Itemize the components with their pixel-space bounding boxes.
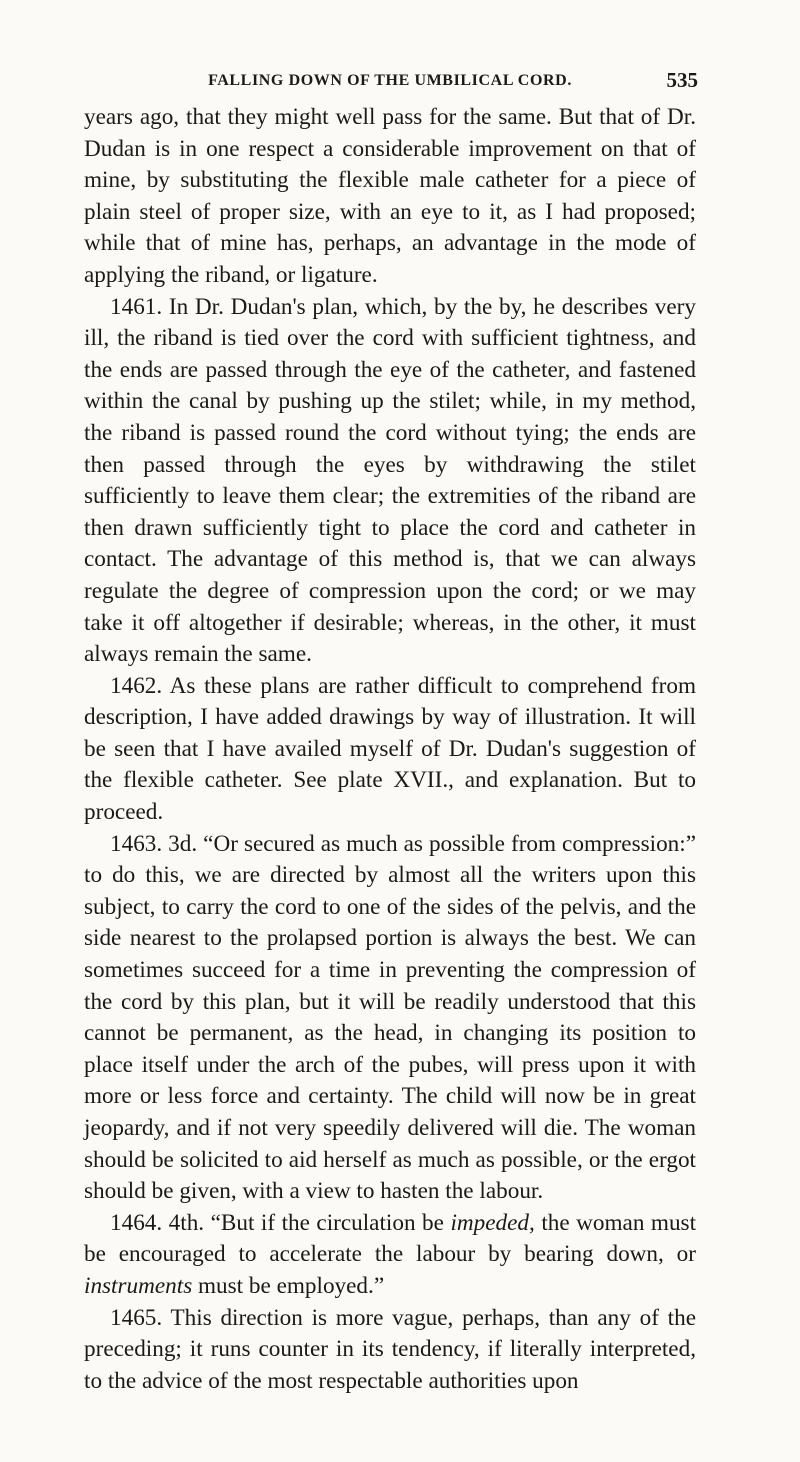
paragraph <box>84 671 696 829</box>
text-run: years ago, that they might well pass for the same. But that of Dr. Dudan is in one respect a considerable improvement on that of mine, by substituting the flexible male catheter for a piece of plain steel of proper size, with an eye to it, as I had proposed; while that of mine has, perhaps, an advantage in the mode of applying the riband, or ligature. <box>84 104 696 288</box>
paragraph <box>84 102 696 292</box>
italic-text: impeded, <box>450 1209 535 1236</box>
text-run: 1461. In Dr. Dudan's plan, which, by the by, he describes very ill, the riband is tied over the cord with sufficient tightness, and the ends are passed through the eye of the catheter, and fastened within the canal by pushing up the stilet; while, in my method, the riband is passed round the cord without tying; the ends are then passed through the eyes by withdrawing the stilet sufficiently to leave them clear; the extremities of the riband are then drawn sufficiently tight to place the cord and catheter in contact. The advantage of this method is, that we can always regulate the degree of compression upon the cord; or we may take it off altogether if desirable; whereas, in the other, it must always remain the same. <box>84 293 696 668</box>
text-run: 1465. This direction is more vague, perhaps, than any of the preceding; it runs counter in its tendency, if literally interpreted, to the advice of the most respectable authorities upon <box>84 1304 696 1394</box>
page-header <box>84 66 696 102</box>
paragraph <box>84 1208 696 1303</box>
text-run: must be employed.” <box>192 1272 385 1299</box>
text-run: 1464. 4th. “But if the circulation be <box>110 1209 451 1236</box>
page-number: 535 <box>666 68 698 92</box>
paragraph <box>84 1303 696 1398</box>
page-body <box>84 102 696 1397</box>
italic-text: instruments <box>84 1272 193 1299</box>
text-run: 1463. 3d. “Or secured as much as possible from compression:” to do this, we are directed by almost all the writers upon this subject, to carry the cord to one of the sides of the pelvis, and the side nearest to the prolapsed portion is always the best. We can sometimes succeed for a time in preventing the compression of the cord by this plan, but it will be readily understood that this cannot be permanent, as the head, in changing its position to place itself under the arch of the pubes, will press upon it with more or less force and certainty. The child will now be in great jeopardy, and if not very speedily delivered will die. The woman should be solicited to aid herself as much as possible, or the ergot should be given, with a view to hasten the labour. <box>84 830 696 1205</box>
text-run: 1462. As these plans are rather difficult to comprehend from description, I have added drawings by way of illustration. It will be seen that I have availed myself of Dr. Dudan's suggestion of the flexible catheter. See plate XVII., and explanation. But to proceed. <box>84 672 696 826</box>
running-head: FALLING DOWN OF THE UMBILICAL CORD. <box>208 72 572 89</box>
text-run: the woman must be encouraged to accelerate the labour by bearing down, or <box>84 1209 697 1268</box>
paragraph <box>84 292 696 671</box>
paragraph <box>84 829 696 1208</box>
